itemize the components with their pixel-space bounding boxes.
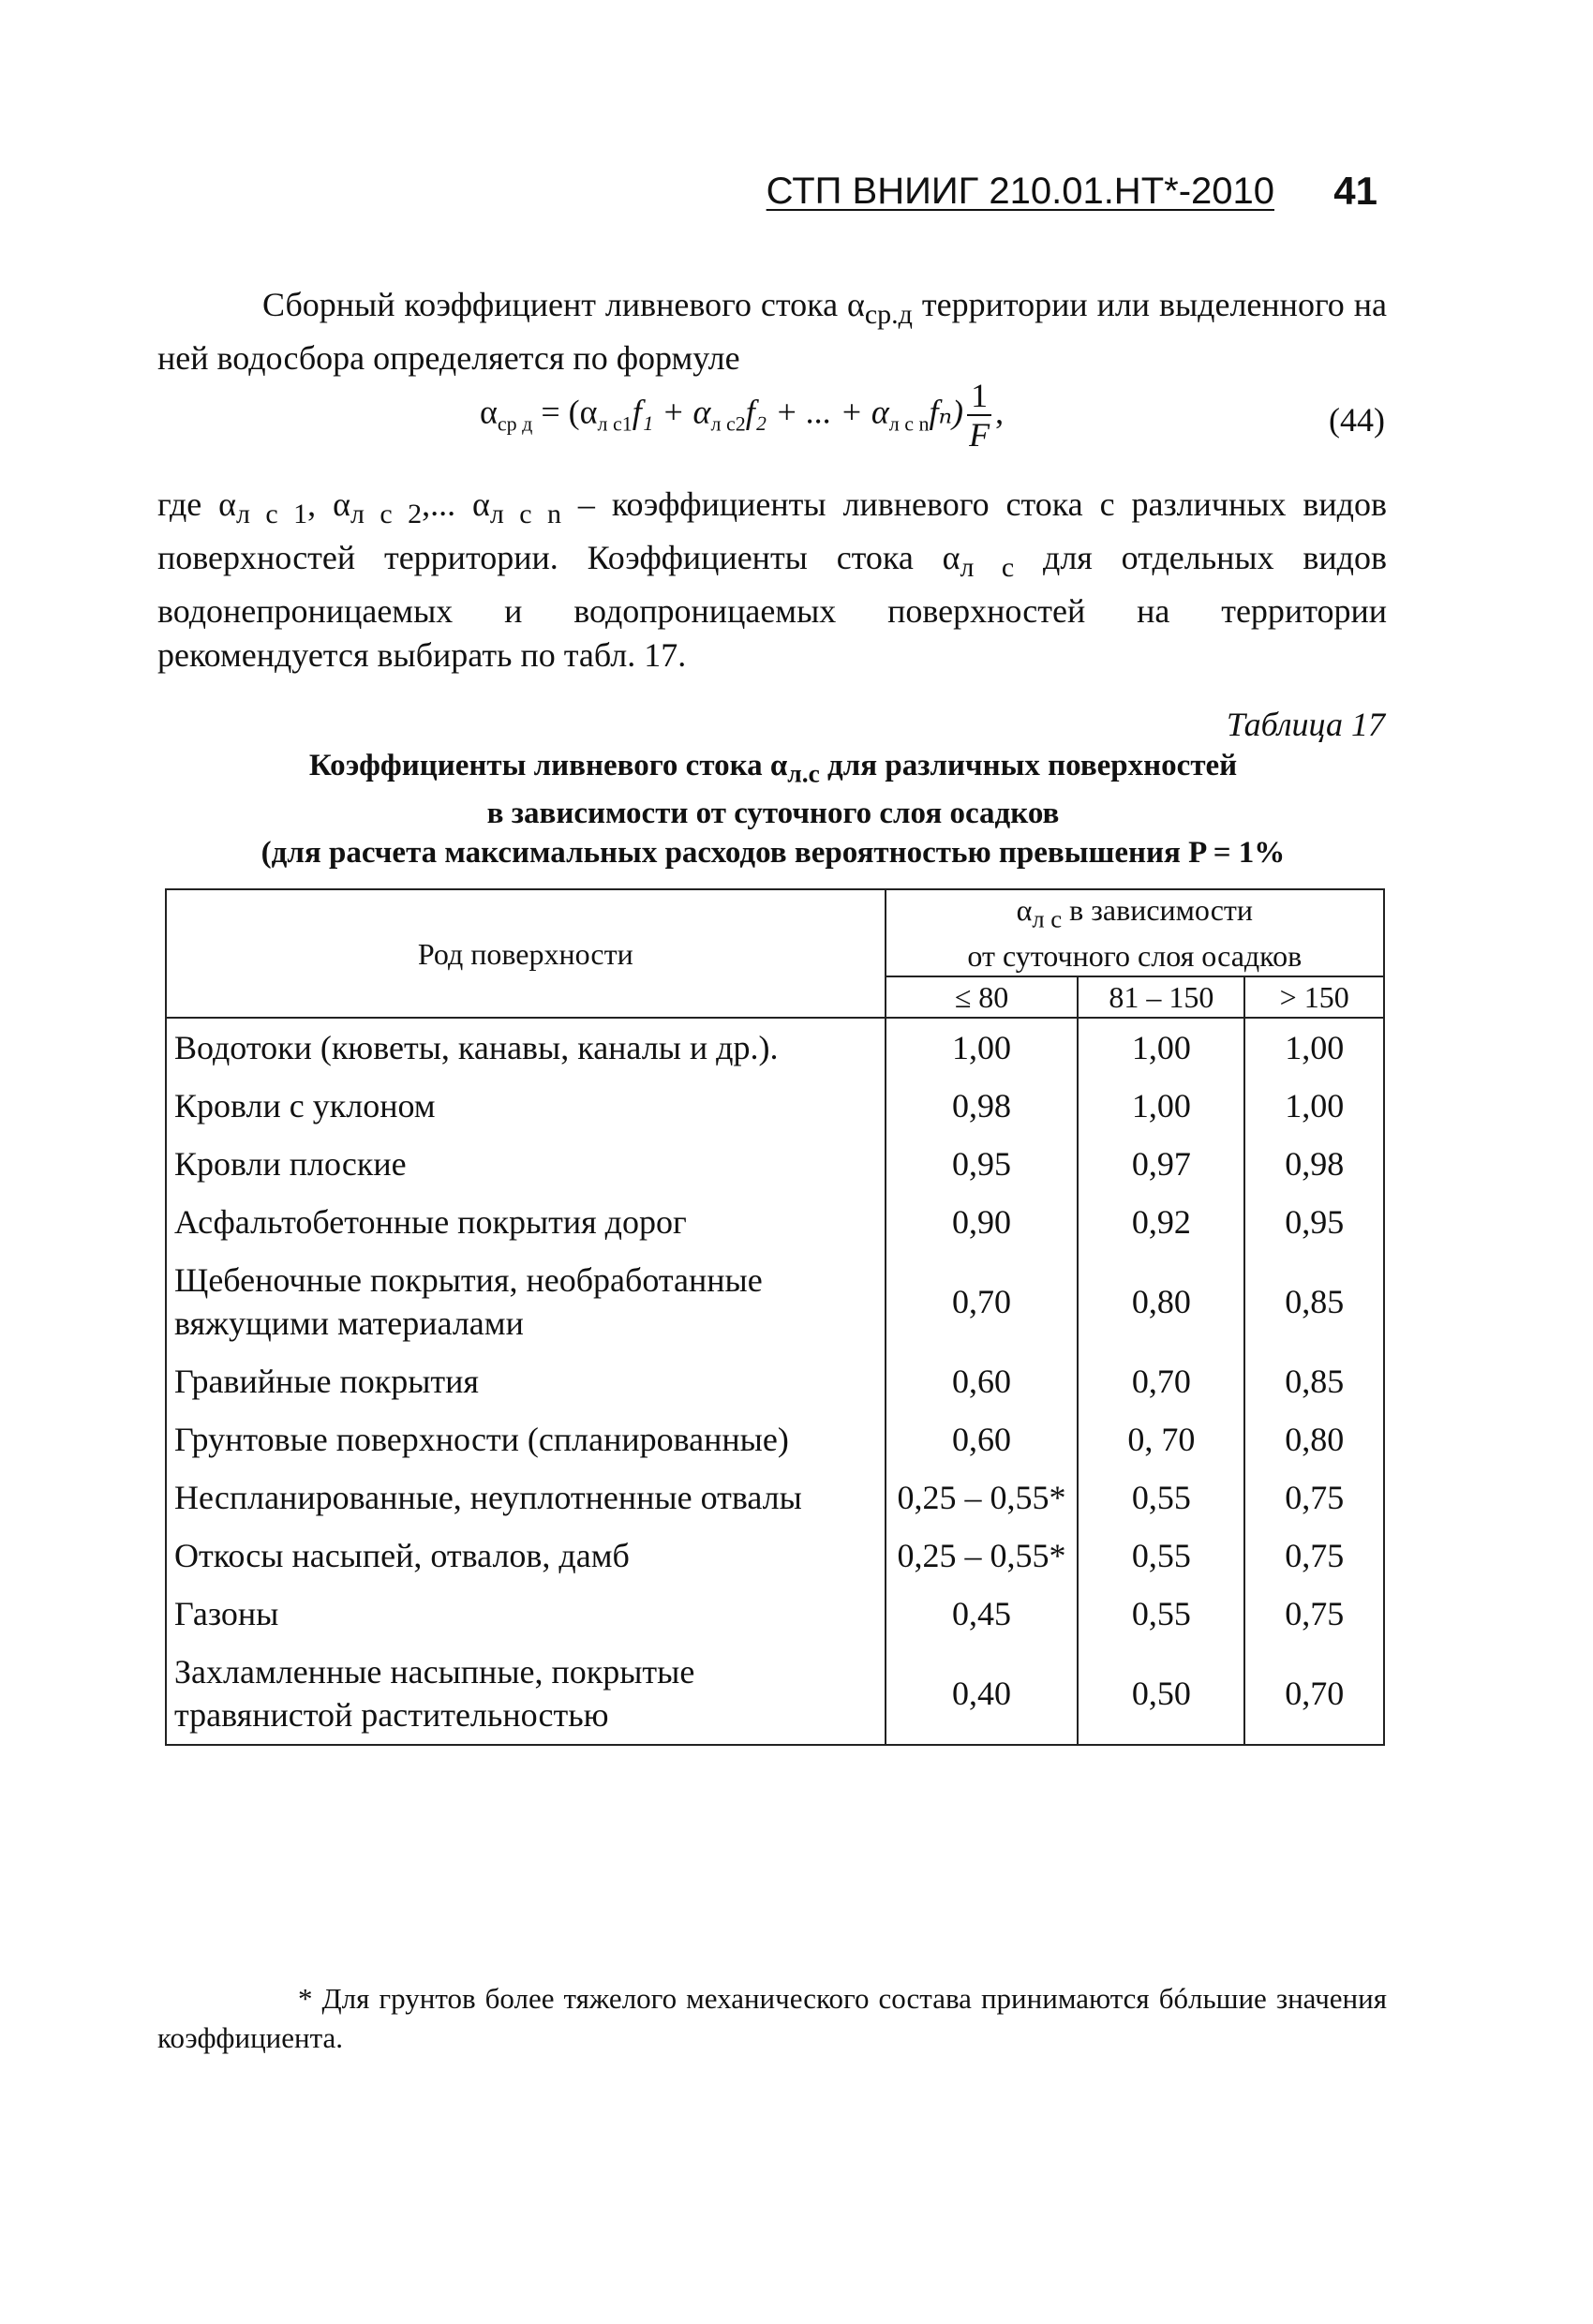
coefficient-cell: 1,00 (1244, 1077, 1384, 1135)
coefficient-cell: 0,80 (1244, 1410, 1384, 1468)
surface-kind-cell: Асфальтобетонные покрытия дорог (166, 1193, 886, 1251)
table-row (166, 1352, 1384, 1410)
surface-kind-cell: Грунтовые поверхности (спланированные) (166, 1410, 886, 1468)
page-header (0, 171, 1377, 227)
header-surface-kind: Род поверхности (166, 889, 886, 1018)
header-coefficient-group: $\alpha_{л с}$ в зависимости от суточного слоя осадков (886, 889, 1384, 976)
coefficient-cell: 0,92 (1078, 1193, 1244, 1251)
coefficient-cell: 1,00 (1078, 1018, 1244, 1077)
coefficient-cell: 0,70 (886, 1251, 1079, 1352)
coefficient-cell: 0,55 (1078, 1468, 1244, 1527)
coefficient-cell: 0,70 (1244, 1643, 1384, 1745)
surface-kind-cell: Захламленные насыпные, покрытые травянистой растительностью (166, 1643, 886, 1745)
footnote: * Для грунтов более тяжелого механического состава принимаются бóльшие значения коэффициента. (157, 1982, 1387, 2054)
fraction: $\frac{1}{F}$ (969, 377, 990, 454)
equation-number: (44) (1329, 401, 1385, 439)
coefficient-cell: 0,75 (1244, 1468, 1384, 1527)
formula-44: $\alpha_{ср д} = (\alpha_{л с1}f_1 + \alpha_{л с2}f_2$ + ... + $\alpha_{л с n}f_n$) $\frac{1}{F}$ , (480, 377, 1005, 454)
coefficient-cell: 0,25 – 0,55* (886, 1468, 1079, 1527)
coefficient-cell: 1,00 (1244, 1018, 1384, 1077)
coefficient-cell: 0,97 (1078, 1135, 1244, 1193)
table-title: Коэффициенты ливневого стока $\alpha_{л.с}$ для различных поверхностей в зависимости от суточного слоя осадков (для расчета максимальных расходов вероятностью превышения P = 1% (261, 749, 1286, 870)
table-row (166, 1585, 1384, 1643)
coefficient-cell: 0,75 (1244, 1585, 1384, 1643)
header-col-gt150: > 150 (1244, 976, 1384, 1018)
surface-kind-cell: Водотоки (кюветы, канавы, каналы и др.). (166, 1018, 886, 1077)
coefficient-cell: 0,98 (1244, 1135, 1384, 1193)
coefficient-cell: 0,25 – 0,55* (886, 1527, 1079, 1585)
coefficient-cell: 0,55 (1078, 1585, 1244, 1643)
coefficient-cell: 0,90 (886, 1193, 1079, 1251)
document-id: СТП ВНИИГ 210.01.НТ*-2010 (766, 171, 1274, 212)
coefficient-cell: 1,00 (886, 1018, 1079, 1077)
surface-kind-cell: Кровли с уклоном (166, 1077, 886, 1135)
surface-kind-cell: Откосы насыпей, отвалов, дамб (166, 1527, 886, 1585)
coefficient-cell: 0,80 (1078, 1251, 1244, 1352)
table-row (166, 1135, 1384, 1193)
definition-paragraph: где $\alpha_{л с 1}$, $\alpha_{л с 2}$,... $\alpha_{л с n}$ – коэффициенты ливневого стока с различных видов поверхностей территории. Коэффициенты стока $\alpha_{л с}$ для отдельных видов водонепроницаемых и водопроницаемых поверхностей на территории рекомендуется выбирать по табл. 17. (157, 485, 1387, 675)
coefficient-cell: 0,85 (1244, 1251, 1384, 1352)
surface-kind-cell: Неспланированные, неуплотненные отвалы (166, 1468, 886, 1527)
coefficient-cell: 0,50 (1078, 1643, 1244, 1745)
coefficient-cell: 0,98 (886, 1077, 1079, 1135)
coefficient-cell: 0,55 (1078, 1527, 1244, 1585)
coefficient-cell: 0,60 (886, 1352, 1079, 1410)
coefficient-cell: 1,00 (1078, 1077, 1244, 1135)
coefficient-cell: 0,85 (1244, 1352, 1384, 1410)
coefficient-cell: 0,75 (1244, 1527, 1384, 1585)
table-row (166, 1527, 1384, 1585)
surface-kind-cell: Гравийные покрытия (166, 1352, 886, 1410)
coefficient-cell: 0,95 (1244, 1193, 1384, 1251)
header-col-le80: ≤ 80 (886, 976, 1079, 1018)
table-row (166, 1251, 1384, 1352)
table-row (166, 1018, 1384, 1077)
page-number: 41 (1333, 169, 1377, 213)
surface-kind-cell: Газоны (166, 1585, 886, 1643)
table-row (166, 1410, 1384, 1468)
coefficient-cell: 0,60 (886, 1410, 1079, 1468)
coefficient-cell: 0,95 (886, 1135, 1079, 1193)
intro-paragraph: Сборный коэффициент ливневого стока $\alpha_{ср.д}$ территории или выделенного на ней водосбора определяется по формуле (157, 286, 1387, 378)
coefficient-cell: 0,45 (886, 1585, 1079, 1643)
header-col-81-150: 81 – 150 (1078, 976, 1244, 1018)
table-row (166, 1077, 1384, 1135)
table-row (166, 1193, 1384, 1251)
coefficient-cell: 0, 70 (1078, 1410, 1244, 1468)
surface-kind-cell: Кровли плоские (166, 1135, 886, 1193)
table-row (166, 1468, 1384, 1527)
runoff-coefficient-table (165, 888, 1385, 1746)
table-label: Таблица 17 (1226, 706, 1385, 743)
coefficient-cell: 0,70 (1078, 1352, 1244, 1410)
surface-kind-cell: Щебеночные покрытия, необработанные вяжущими материалами (166, 1251, 886, 1352)
coefficient-cell: 0,40 (886, 1643, 1079, 1745)
table-row (166, 1643, 1384, 1745)
